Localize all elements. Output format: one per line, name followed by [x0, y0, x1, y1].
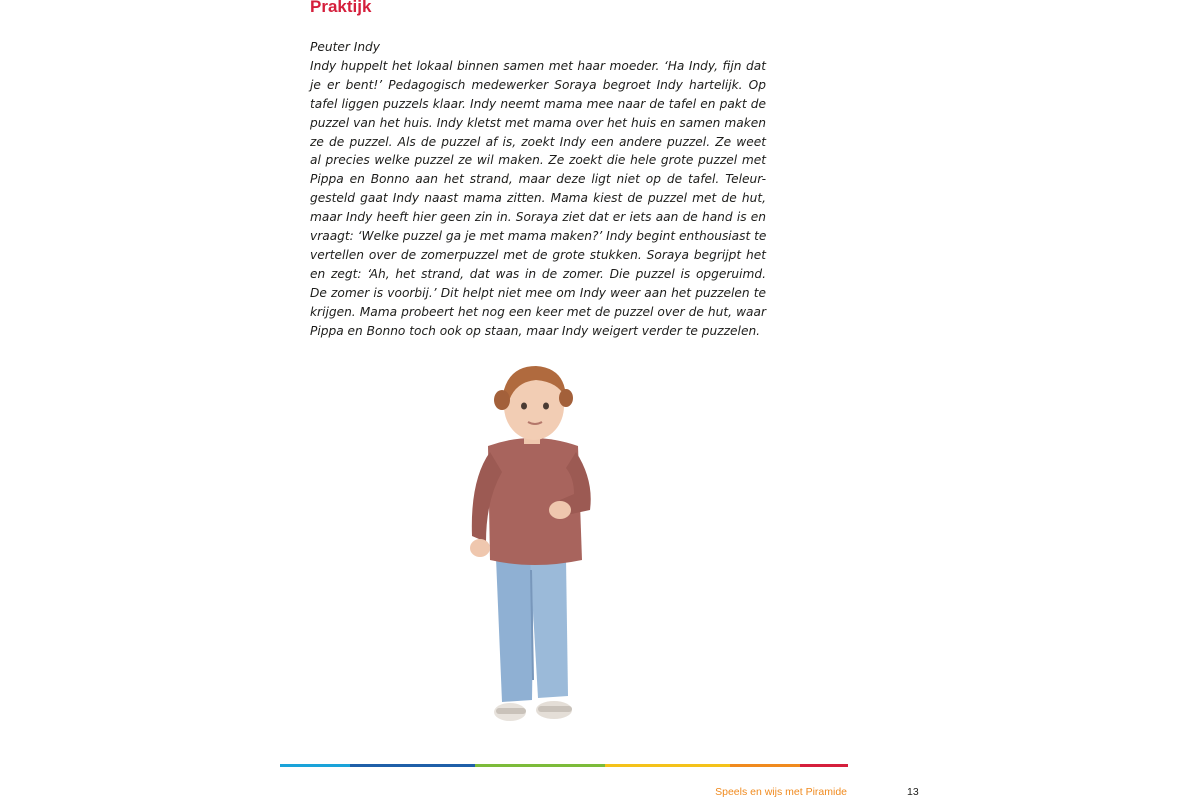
- story-line: Pippa en Bonno aan het strand, maar deze ligt niet op de tafel. Teleur-: [310, 172, 766, 187]
- story-line: Indy huppelt het lokaal binnen samen met haar moeder. ‘Ha Indy, fijn dat: [310, 58, 766, 73]
- footer-title: Speels en wijs met Piramide: [715, 786, 847, 798]
- story-line: maar Indy heeft hier geen zin in. Soraya ziet dat er iets aan de hand is en: [310, 210, 766, 225]
- story-line: vertellen over de zomerpuzzel met de grote stukken. Soraya begrijpt het: [310, 247, 766, 262]
- story-line: De zomer is voorbij.’ Dit helpt niet mee om Indy weer aan het puzzelen te: [310, 285, 766, 300]
- story-line: tafel liggen puzzels klaar. Indy neemt mama mee naar de tafel en pakt de: [310, 96, 766, 111]
- story-line: puzzel van het huis. Indy kletst met mama over het huis en samen maken: [310, 115, 766, 130]
- page-number: 13: [907, 786, 919, 798]
- section-heading: Praktijk: [310, 0, 372, 16]
- story-text: [310, 38, 766, 341]
- rule-segment: [730, 764, 800, 767]
- story-line: krijgen. Mama probeert het nog een keer met de puzzel over de hut, waar: [310, 304, 766, 319]
- story-line: Pippa en Bonno toch ook op staan, maar Indy weigert verder te puzzelen.: [310, 323, 761, 338]
- child-photo: [462, 360, 602, 730]
- rule-segment: [280, 764, 350, 767]
- rule-segment: [350, 764, 475, 767]
- story-line: en zegt: ‘Ah, het strand, dat was in de zomer. Die puzzel is opgeruimd.: [310, 266, 766, 281]
- story-line: gesteld gaat Indy naast mama zitten. Mama kiest de puzzel met de hut,: [310, 191, 766, 206]
- story-line: al precies welke puzzel ze wil maken. Ze zoekt die hele grote puzzel met: [310, 153, 766, 168]
- story-line: vraagt: ‘Welke puzzel ga je met mama maken?’ Indy begint enthousiast te: [310, 229, 767, 244]
- rule-segment: [605, 764, 730, 767]
- story-subtitle: Peuter Indy: [310, 40, 381, 54]
- rule-segment: [800, 764, 848, 767]
- story-line: ze de puzzel. Als de puzzel af is, zoekt Indy een andere puzzel. Ze weet: [310, 134, 766, 149]
- story-line: je er bent!’ Pedagogisch medewerker Soraya begroet Indy hartelijk. Op: [310, 77, 766, 92]
- rule-segment: [475, 764, 605, 767]
- footer-color-rule: [280, 764, 848, 767]
